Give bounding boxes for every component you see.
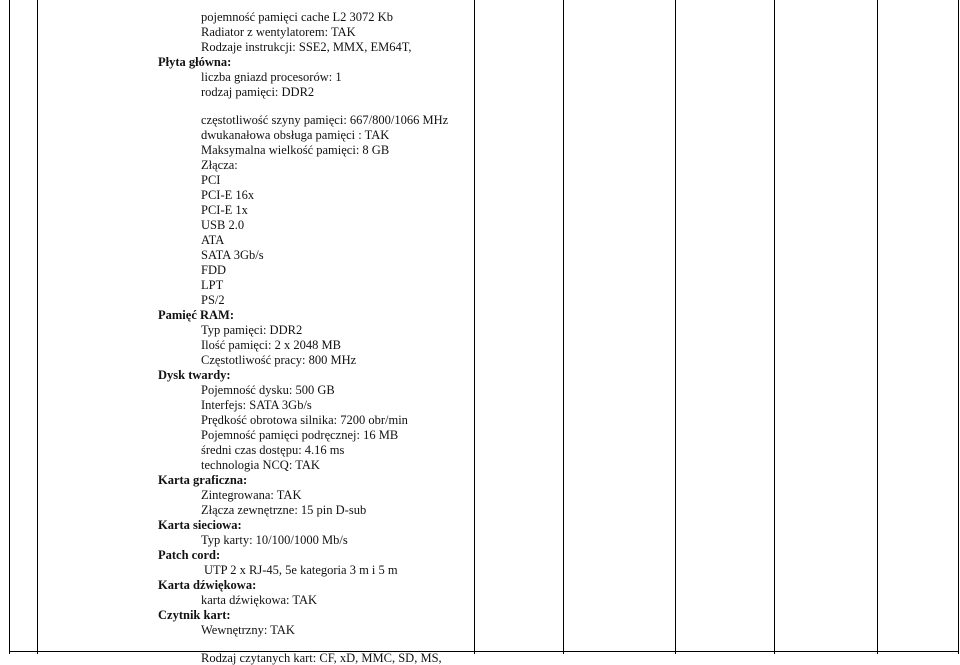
spec-line: karta dźwiękowa: TAK	[201, 593, 318, 607]
table-border-right	[958, 0, 959, 654]
spec-line: Radiator z wentylatorem: TAK	[201, 25, 356, 39]
spec-line: Ilość pamięci: 2 x 2048 MB	[201, 338, 341, 352]
spec-line: Rodzaj czytanych kart: CF, xD, MMC, SD, MS,	[201, 651, 442, 665]
spec-line: Maksymalna wielkość pamięci: 8 GB	[201, 143, 390, 157]
column-divider-4	[675, 0, 676, 654]
spec-line: dwukanałowa obsługa pamięci : TAK	[201, 128, 390, 142]
spec-line: USB 2.0	[201, 218, 245, 232]
column-divider-2	[474, 0, 475, 654]
column-divider-1	[37, 0, 38, 654]
spec-line: Złącza zewnętrzne: 15 pin D-sub	[201, 503, 367, 517]
column-divider-3	[563, 0, 564, 654]
spec-line: rodzaj pamięci: DDR2	[201, 85, 315, 99]
section-heading: Dysk twardy:	[158, 368, 231, 382]
section-heading: Patch cord:	[158, 548, 221, 562]
section-heading: Karta dźwiękowa:	[158, 578, 257, 592]
section-heading: Czytnik kart:	[158, 608, 231, 622]
table-border-left	[9, 0, 10, 654]
spec-line: Rodzaje instrukcji: SSE2, MMX, EM64T,	[201, 40, 412, 54]
spec-line: Prędkość obrotowa silnika: 7200 obr/min	[201, 413, 408, 427]
spec-line: PCI-E 16x	[201, 188, 255, 202]
spec-line: PCI	[201, 173, 221, 187]
section-heading: Pamięć RAM:	[158, 308, 235, 322]
spec-line: Pojemność pamięci podręcznej: 16 MB	[201, 428, 399, 442]
spec-line: Interfejs: SATA 3Gb/s	[201, 398, 312, 412]
spec-line: UTP 2 x RJ-45, 5e kategoria 3 m i 5 m	[204, 563, 398, 577]
section-heading: Płyta główna:	[158, 55, 232, 69]
spec-line: technologia NCQ: TAK	[201, 458, 320, 472]
spec-line: liczba gniazd procesorów: 1	[201, 70, 342, 84]
spec-line: średni czas dostępu: 4.16 ms	[201, 443, 345, 457]
spec-line: SATA 3Gb/s	[201, 248, 264, 262]
spec-line: Zintegrowana: TAK	[201, 488, 302, 502]
spec-line: LPT	[201, 278, 224, 292]
spec-line: pojemność pamięci cache L2 3072 Kb	[201, 10, 393, 24]
spec-line: ATA	[201, 233, 225, 247]
spec-line: Złącza:	[201, 158, 238, 172]
column-divider-5	[774, 0, 775, 654]
spec-line: Wewnętrzny: TAK	[201, 623, 295, 637]
table-bottom-border	[9, 651, 959, 652]
spec-line: Pojemność dysku: 500 GB	[201, 383, 335, 397]
spec-line: Typ pamięci: DDR2	[201, 323, 303, 337]
spec-line: PCI-E 1x	[201, 203, 248, 217]
spec-line: Częstotliwość pracy: 800 MHz	[201, 353, 357, 367]
spec-line: PS/2	[201, 293, 225, 307]
section-heading: Karta sieciowa:	[158, 518, 242, 532]
spec-line: FDD	[201, 263, 227, 277]
column-divider-6	[877, 0, 878, 654]
spec-line: częstotliwość szyny pamięci: 667/800/1066 MHz	[201, 113, 449, 127]
spec-line: Typ karty: 10/100/1000 Mb/s	[201, 533, 348, 547]
section-heading: Karta graficzna:	[158, 473, 248, 487]
